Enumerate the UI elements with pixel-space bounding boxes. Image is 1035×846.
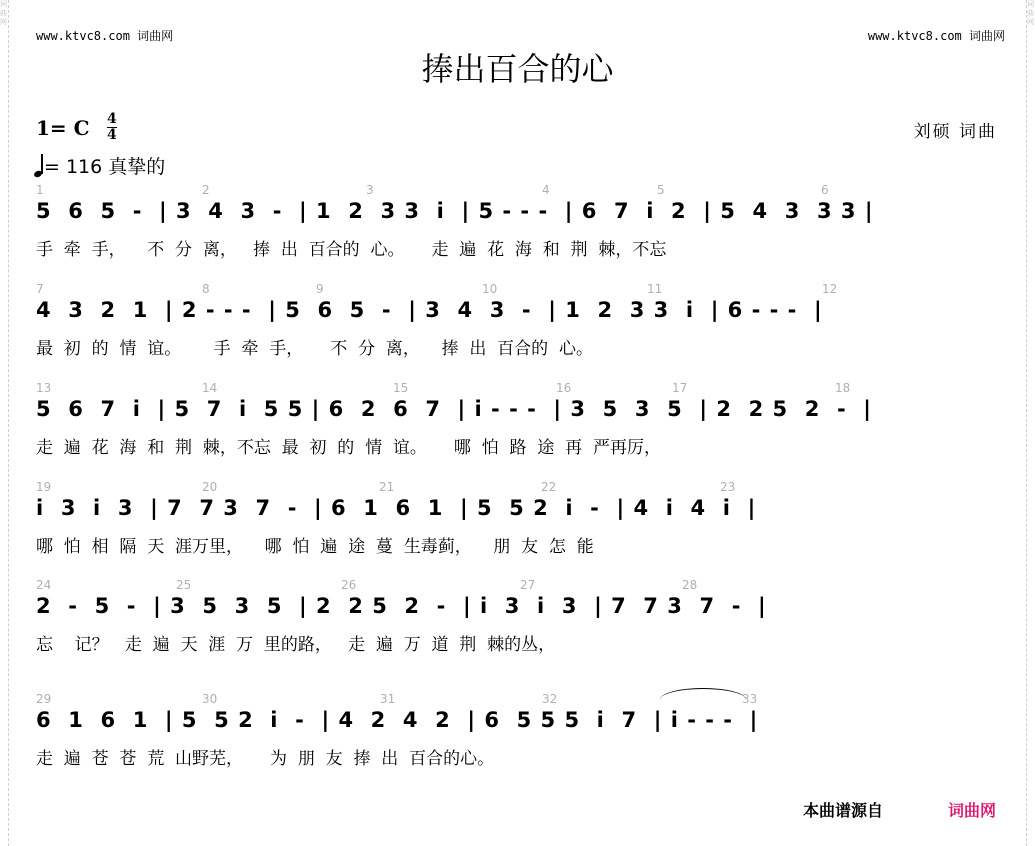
- measure-number: 7: [36, 282, 44, 296]
- song-title: 捧出百合的心: [421, 50, 614, 88]
- time-top: 4: [107, 111, 117, 127]
- measure-number: 19: [36, 480, 52, 494]
- measure-number: 23: [720, 480, 736, 494]
- composer-credit: 刘硕 词曲: [913, 122, 997, 142]
- measure-number: 25: [176, 578, 192, 592]
- measure-number: 11: [647, 282, 663, 296]
- lyric-line: 走 遍 花 海 和 荆 棘，不忘 最 初 的 情 谊。 哪 怕 路 途 再 严再厉，: [36, 438, 661, 458]
- right-watermark-strip: 词曲网: [1026, 0, 1035, 846]
- measure-number: 8: [202, 282, 210, 296]
- measure-number: 26: [341, 578, 357, 592]
- measure-number: 2: [202, 183, 210, 197]
- time-signature: [107, 112, 117, 143]
- notation-line: 5 6 5 - | 3 4 3 - | 1 2 3 3 i | 5 - - - | 6 7 i 2 | 5 4 3 3 3 |: [36, 199, 874, 223]
- source-site-link[interactable]: 词曲网: [948, 801, 997, 820]
- measure-number: 21: [379, 480, 395, 494]
- measure-number: 16: [556, 381, 572, 395]
- notation-line: 2 - 5 - | 3 5 3 5 | 2 2 5 2 - | i 3 i 3 | 7 7 3 7 - |: [36, 594, 767, 618]
- notation-line: 6 1 6 1 | 5 5 2 i - | 4 2 4 2 | 6 5 5 5 i 7 | i - - - |: [36, 708, 759, 732]
- measure-number: 14: [202, 381, 218, 395]
- measure-number: 20: [202, 480, 218, 494]
- measure-number: 32: [542, 692, 558, 706]
- measure-number: 22: [541, 480, 557, 494]
- left-watermark-strip: 词曲网: [0, 0, 9, 846]
- source-label: 本曲谱源自: [803, 801, 884, 820]
- measure-number: 30: [202, 692, 218, 706]
- lyric-line: 最 初 的 情 谊。 手 牵 手， 不 分 离， 捧 出 百合的 心。: [36, 339, 593, 359]
- measure-number: 24: [36, 578, 52, 592]
- measure-number: 1: [36, 183, 44, 197]
- measure-number: 18: [835, 381, 851, 395]
- lyric-line: 忘 记？ 走 遍 天 涯 万 里的路， 走 遍 万 道 荆 棘的丛，: [36, 635, 556, 655]
- measure-number: 3: [366, 183, 374, 197]
- key-signature: 1= C: [36, 116, 90, 140]
- notation-line: 4 3 2 1 | 2 - - - | 5 6 5 - | 3 4 3 - | 1 2 3 3 i | 6 - - - |: [36, 298, 823, 322]
- measure-number: 33: [742, 692, 758, 706]
- measure-number: 4: [542, 183, 550, 197]
- measure-number: 29: [36, 692, 52, 706]
- tempo-text: = 116 真挚的: [44, 156, 166, 178]
- measure-number: 28: [682, 578, 698, 592]
- measure-number: 9: [316, 282, 324, 296]
- notation-line: 5 6 7 i | 5 7 i 5 5 | 6 2 6 7 | i - - - | 3 5 3 5 | 2 2 5 2 - |: [36, 397, 872, 421]
- measure-number: 17: [672, 381, 688, 395]
- slur-mark: [660, 688, 746, 711]
- tempo-marking: [34, 152, 165, 179]
- lyric-line: 手 牵 手， 不 分 离， 捧 出 百合的 心。 走 遍 花 海 和 荆 棘，不忘: [36, 240, 667, 260]
- measure-number: 12: [822, 282, 838, 296]
- lyric-line: 哪 怕 相 隔 天 涯万里， 哪 怕 遍 途 蔓 生毒蓟， 朋 友 怎 能: [36, 537, 594, 557]
- lyric-line: 走 遍 苍 苍 荒 山野芜， 为 朋 友 捧 出 百合的心。: [36, 749, 495, 769]
- measure-number: 13: [36, 381, 52, 395]
- measure-number: 15: [393, 381, 409, 395]
- site-url-left[interactable]: www.ktvc8.com 词曲网: [36, 29, 174, 43]
- time-bottom: 4: [107, 127, 117, 143]
- measure-number: 6: [821, 183, 829, 197]
- quarter-note-icon: [34, 153, 44, 177]
- site-url-right[interactable]: www.ktvc8.com 词曲网: [867, 29, 1005, 43]
- measure-number: 5: [657, 183, 665, 197]
- measure-number: 10: [482, 282, 498, 296]
- notation-line: i 3 i 3 | 7 7 3 7 - | 6 1 6 1 | 5 5 2 i - | 4 i 4 i |: [36, 496, 757, 520]
- measure-number: 31: [380, 692, 396, 706]
- measure-number: 27: [520, 578, 536, 592]
